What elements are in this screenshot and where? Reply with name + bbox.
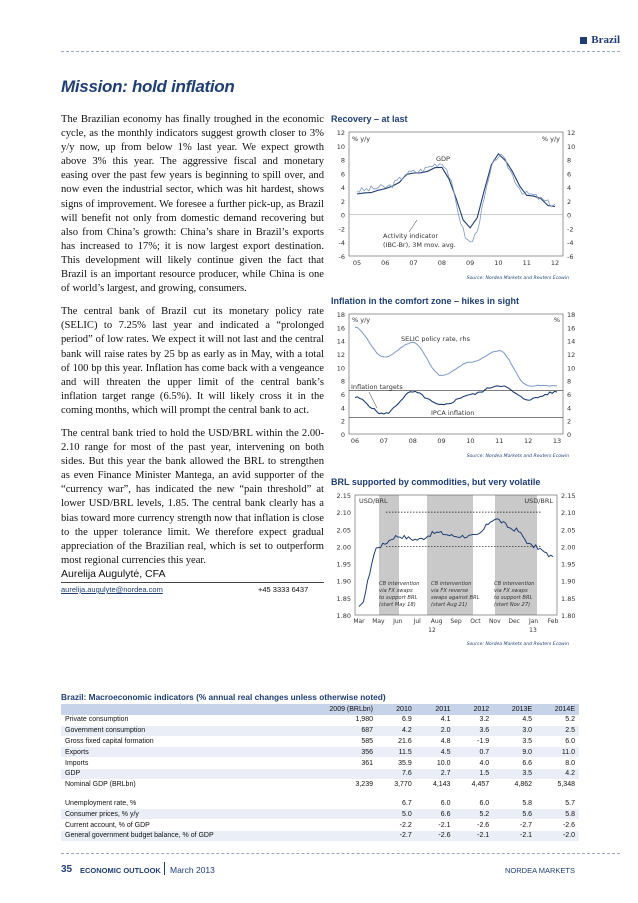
activity-pointer	[409, 220, 417, 232]
table-row	[61, 768, 579, 779]
table-cell: -2.2	[377, 820, 416, 831]
table-cell: 11.0	[536, 747, 579, 758]
x-tick-label: 07	[379, 437, 388, 445]
table-cell: 10.0	[416, 758, 455, 769]
table-spacer-cell	[61, 790, 579, 798]
y-tick-label-right: 1.85	[561, 594, 576, 603]
table-cell: -2.6	[454, 820, 493, 831]
x-tick-label: Aug	[430, 618, 443, 625]
y-tick-label-left: 6	[340, 391, 345, 399]
table-cell: 5,348	[536, 779, 579, 790]
table-cell: -2.6	[416, 830, 455, 841]
y-tick-label-right: 1.90	[561, 577, 576, 586]
intervention-note: (start Nov 27)	[494, 602, 531, 608]
y-tick-label-right: 14	[567, 337, 576, 346]
table-cell: 687	[299, 725, 377, 736]
x-tick-label: Dec	[508, 618, 521, 625]
table-row	[61, 758, 579, 769]
page-title: Mission: hold inflation	[61, 77, 235, 96]
table-cell: 1,980	[299, 715, 377, 725]
x-tick-label: 08	[408, 437, 417, 445]
targets-pointer	[369, 392, 377, 408]
table-header-cell: 2014E	[536, 704, 579, 715]
source-note: Source: Nordea Markets and Reuters Ecowin	[466, 276, 569, 281]
y-tick-label-left: 18	[336, 311, 345, 319]
table-cell: 4,862	[493, 779, 536, 790]
table-cell: -2.1	[493, 830, 536, 841]
chart-title-inflation: Inflation in the comfort zone – hikes in sight	[331, 296, 520, 306]
y-tick-label-left: 8	[340, 156, 345, 165]
y-tick-label-left: 12	[336, 351, 345, 359]
table-cell: -2.1	[454, 830, 493, 841]
paragraph: The central bank of Brazil cut its monetary policy rate (SELIC) to 7.25% last year and indicated a “prolonged period” of low rates. We expect it will not last and the central bank will raise rates by 25 bp as early as in May, with a total of 100 bp this year. Inflation has come back with a vengeance and will threaten the upper limit of the central bank’s inflation target range (6.5%). It will likely cross it in the coming months, which will prompt the central bank to act.	[61, 306, 324, 416]
intervention-note: to support BRL	[494, 595, 533, 601]
table-cell	[299, 768, 377, 779]
y-tick-label-right: 16	[567, 324, 576, 333]
table-cell: 21.6	[377, 736, 416, 747]
y-tick-label-left: 2.10	[336, 509, 351, 518]
table-cell: -2.0	[536, 830, 579, 841]
table-cell: 3.5	[493, 768, 536, 779]
y-tick-label-right: 8	[567, 377, 572, 386]
table-row	[61, 798, 579, 809]
intervention-note: CB intervention	[379, 581, 420, 587]
x-tick-label: 11	[522, 259, 531, 267]
y-tick-label-left: -4	[338, 239, 345, 248]
source-note: Source: Nordea Markets and Reuters Ecowin	[466, 642, 569, 647]
table-cell: 6.7	[377, 798, 416, 809]
table-cell: 3.6	[454, 725, 493, 736]
table-cell: GDP	[61, 768, 299, 779]
y-tick-label-left: 4	[340, 184, 345, 193]
table-cell: 356	[299, 747, 377, 758]
y-tick-label-right: 4	[567, 404, 572, 413]
x-tick-label: 10	[494, 259, 503, 267]
y-tick-label-left: -2	[338, 225, 345, 234]
table-spacer-row	[61, 790, 579, 798]
table-cell: Consumer prices, % y/y	[61, 809, 299, 820]
table-row	[61, 830, 579, 841]
y-tick-label-right: 2.05	[561, 526, 576, 535]
y-tick-label-right: 6	[567, 170, 572, 179]
intervention-note: via FX reverse	[431, 588, 469, 594]
table-cell: 5.0	[377, 809, 416, 820]
right-unit: %	[553, 316, 560, 324]
table-cell: -1.9	[454, 736, 493, 747]
table-cell: 4.2	[536, 768, 579, 779]
chart-title-brl: BRL supported by commodities, but very volatile	[331, 477, 541, 487]
table-cell: 3,770	[377, 779, 416, 790]
section-label	[580, 34, 620, 46]
macro-table	[61, 704, 579, 842]
body-text	[61, 113, 324, 577]
x-tick-label: Jun	[393, 618, 403, 625]
table-cell: Gross fixed capital formation	[61, 736, 299, 747]
table-cell: 35.9	[377, 758, 416, 769]
targets-label: Inflation targets	[351, 383, 403, 391]
table-cell: 5.6	[493, 809, 536, 820]
table-cell: 3.0	[493, 725, 536, 736]
y-tick-label-left: 4	[340, 404, 345, 413]
y-tick-label-right: -4	[567, 239, 574, 248]
paragraph: The Brazilian economy has finally troughed in the economic cycle, as the monthly indicators suggest growth closer to 3% y/y now, up from below 1% last year. We expect growth above 3% this year. The aggressive fiscal and monetary easing over the past few years is beginning to spill over, and now even the industrial sector, which was hit hardest, shows signs of improvement. We foresee a further pick-up, as Brazil will benefit not only from domestic demand recovering but also from China’s growth: China’s share in Brazil’s exports has increased to 17%; it is now largest export destination. This development will likely continue given the fact that Brazil is an important resource producer, while China is one of world’s largest, and growing, consumers.	[61, 114, 324, 295]
table-cell: 4,143	[416, 779, 455, 790]
author-phone: +45 3333 6437	[258, 585, 309, 594]
y-tick-label-right: 10	[567, 364, 576, 373]
table-cell: 3,239	[299, 779, 377, 790]
x-tick-label: Nov	[488, 618, 501, 625]
left-unit: % y/y	[352, 316, 371, 324]
table-cell: Current account, % of GDP	[61, 820, 299, 831]
table-cell: General government budget balance, % of GDP	[61, 830, 299, 841]
y-tick-label-right: 0	[567, 431, 572, 439]
x-tick-label: Oct	[470, 618, 481, 625]
table-row	[61, 779, 579, 790]
table-cell: 3.5	[493, 736, 536, 747]
x-tick-label: 06	[381, 259, 390, 267]
table-cell: 2.5	[536, 725, 579, 736]
x-tick-label: 12	[524, 437, 533, 445]
y-tick-label-right: 12	[567, 129, 576, 137]
right-unit: % y/y	[541, 135, 560, 143]
y-tick-label-right: -6	[567, 253, 574, 261]
table-cell: -2.7	[493, 820, 536, 831]
table-body	[61, 715, 579, 841]
brl-chart	[331, 487, 583, 649]
y-tick-label-left: 0	[340, 431, 345, 439]
x-tick-label: Mar	[353, 618, 365, 625]
activity-label: (IBC-Br), 3M mov. avg.	[383, 241, 456, 249]
y-tick-label-right: 8	[567, 156, 572, 165]
x-tick-label: Feb	[547, 618, 559, 625]
y-tick-label-right: 4	[567, 184, 572, 193]
table-cell: 6.6	[416, 809, 455, 820]
intervention-note: via FX swaps	[494, 588, 528, 594]
intervention-note: swaps against BRL	[431, 595, 480, 601]
table-cell	[299, 798, 377, 809]
x-tick-label: Sep	[450, 618, 462, 625]
table-cell	[299, 820, 377, 831]
table-cell: 5.2	[454, 809, 493, 820]
x-tick-label: 08	[437, 259, 446, 267]
y-tick-label-right: 0	[567, 211, 572, 220]
brand-name: NORDEA MARKETS	[504, 866, 575, 875]
y-tick-label-left: 14	[336, 337, 345, 346]
table-cell: Nominal GDP (BRLbn)	[61, 779, 299, 790]
paragraph: The central bank tried to hold the USD/BRL within the 2.00-2.10 range for most of the past year, intervening on both sides. But this year the bank allowed the BRL to strengthen as even Finance Minister Mantega, an avid supporter of the “currency war”, has indicated the new “pain threshold” at lower USD/BRL levels, 1.85. The central bank clearly has a bias toward more currency strength now that inflation is close to the upper tolerance limit. We therefore expect gradual appreciation of the Brazilian real, which is set to outperform most regional currencies this year.	[61, 427, 324, 566]
table-row	[61, 820, 579, 831]
table-cell: 4,457	[454, 779, 493, 790]
y-tick-label-right: 2.10	[561, 509, 576, 518]
selic-label: SELIC policy rate, rhs	[401, 335, 470, 343]
y-tick-label-left: 12	[336, 129, 345, 137]
table-row	[61, 725, 579, 736]
y-tick-label-left: 2	[340, 197, 345, 206]
intervention-note: to support BRL	[379, 595, 418, 601]
y-tick-label-right: 2	[567, 417, 572, 426]
table-cell: 5.8	[493, 798, 536, 809]
ipca-label: IPCA inflation	[431, 409, 475, 417]
table-header-cell: 2013E	[493, 704, 536, 715]
x-tick-label: 10	[466, 437, 475, 445]
y-tick-label-right: 18	[567, 311, 576, 319]
table-cell: -2.7	[377, 830, 416, 841]
table-cell: 6.0	[416, 798, 455, 809]
footer-separator	[164, 862, 165, 875]
x-tick-label: 07	[409, 259, 418, 267]
y-tick-label-right: 1.80	[561, 612, 576, 620]
table-cell: 6.0	[454, 798, 493, 809]
y-tick-label-right: 2.15	[561, 492, 576, 500]
table-title: Brazil: Macroeconomic indicators (% annual real changes unless otherwise noted)	[61, 692, 386, 702]
intervention-note: (start May 18)	[379, 602, 416, 608]
table-header-cell: 2010	[377, 704, 416, 715]
y-tick-label-right: 1.95	[561, 560, 576, 569]
table-cell: 2.0	[416, 725, 455, 736]
table-cell: 4.2	[377, 725, 416, 736]
table-cell: 9.0	[493, 747, 536, 758]
y-tick-label-left: 1.95	[336, 560, 351, 569]
year-label: 13	[529, 627, 537, 634]
table-header-cell: 2011	[416, 704, 455, 715]
table-header-cell: 2012	[454, 704, 493, 715]
y-tick-label-left: 2.00	[336, 543, 351, 552]
right-unit: USD/BRL	[524, 497, 553, 505]
table-cell: 4.5	[416, 747, 455, 758]
y-tick-label-left: 2.15	[336, 492, 351, 500]
table-cell: 5.8	[536, 809, 579, 820]
table-cell: 7.6	[377, 768, 416, 779]
y-tick-label-right: 2	[567, 197, 572, 206]
author-email[interactable]: aurelija.augulyte@nordea.com	[61, 585, 163, 594]
section-square-icon	[580, 37, 587, 44]
x-tick-label: Jan	[528, 618, 539, 625]
x-tick-label: 09	[437, 437, 446, 445]
table-cell: 4.1	[416, 715, 455, 725]
table-header-cell: 2009 (BRLbn)	[299, 704, 377, 715]
y-tick-label-left: 16	[336, 324, 345, 333]
table-cell: 6.6	[493, 758, 536, 769]
table-cell: Government consumption	[61, 725, 299, 736]
table-cell	[299, 809, 377, 820]
publication-date: March 2013	[170, 865, 215, 875]
x-tick-label: 06	[350, 437, 360, 445]
y-tick-label-left: 1.85	[336, 594, 351, 603]
table-cell: 4.0	[454, 758, 493, 769]
y-tick-label-left: 0	[340, 211, 345, 220]
y-tick-label-left: 10	[336, 142, 345, 151]
table-cell: 4.8	[416, 736, 455, 747]
page-number: 35	[61, 864, 73, 875]
y-tick-label-left: 8	[340, 377, 345, 386]
table-cell: Imports	[61, 758, 299, 769]
table-cell: 585	[299, 736, 377, 747]
macro-table-section	[61, 692, 579, 842]
table-cell: 0.7	[454, 747, 493, 758]
table-cell: Unemployment rate, %	[61, 798, 299, 809]
x-tick-label: 09	[466, 259, 475, 267]
intervention-note: via FX swaps	[379, 588, 413, 594]
y-tick-label-right: 6	[567, 391, 572, 399]
table-cell: 8.0	[536, 758, 579, 769]
table-row	[61, 809, 579, 820]
y-tick-label-right: 12	[567, 351, 576, 359]
y-tick-label-left: 1.80	[336, 612, 351, 620]
x-tick-label: May	[372, 618, 385, 625]
table-header-cell	[61, 704, 299, 715]
table-cell: Private consumption	[61, 715, 299, 725]
publication-name: ECONOMIC OUTLOOK	[80, 866, 161, 875]
intervention-note: CB intervention	[494, 581, 535, 587]
table-cell: 4.5	[493, 715, 536, 725]
x-tick-label: Jul	[413, 618, 421, 625]
intervention-note: (start Aug 21)	[431, 602, 468, 608]
y-tick-label-right: -2	[567, 225, 574, 234]
table-cell	[299, 830, 377, 841]
x-tick-label: 05	[352, 259, 362, 267]
gdp-line	[357, 154, 555, 228]
author-name: Aurelija Augulytė, CFA	[61, 568, 166, 580]
table-cell: Exports	[61, 747, 299, 758]
table-cell: 11.5	[377, 747, 416, 758]
x-tick-label: 11	[495, 437, 504, 445]
table-cell: 6.0	[536, 736, 579, 747]
footer-rule	[61, 853, 620, 854]
table-header-row	[61, 704, 579, 715]
table-cell: 6.9	[377, 715, 416, 725]
section-name: Brazil	[591, 34, 620, 46]
left-unit: USD/BRL	[359, 497, 388, 505]
recovery-chart	[331, 124, 583, 284]
intervention-note: CB intervention	[431, 581, 472, 587]
y-tick-label-left: 10	[336, 364, 345, 373]
table-cell: -2.6	[536, 820, 579, 831]
left-unit: % y/y	[352, 135, 371, 143]
y-tick-label-right: 2.00	[561, 543, 576, 552]
table-cell: 3.2	[454, 715, 493, 725]
y-tick-label-right: 10	[567, 142, 576, 151]
y-tick-label-left: -6	[338, 253, 345, 261]
activity-label: Activity indicator	[383, 232, 438, 240]
table-cell: 2.7	[416, 768, 455, 779]
table-row	[61, 715, 579, 725]
table-cell: -2.1	[416, 820, 455, 831]
y-tick-label-left: 6	[340, 170, 345, 179]
table-cell: 5.7	[536, 798, 579, 809]
table-cell: 5.2	[536, 715, 579, 725]
x-tick-label: 13	[552, 437, 562, 445]
year-label: 12	[428, 627, 436, 634]
top-rule	[61, 51, 620, 52]
table-cell: 361	[299, 758, 377, 769]
table-cell: 1.5	[454, 768, 493, 779]
y-tick-label-left: 2	[340, 417, 345, 426]
y-tick-label-left: 2.05	[336, 526, 351, 535]
inflation-chart	[331, 306, 583, 461]
chart-title-recovery: Recovery – at last	[331, 114, 408, 124]
x-tick-label: 12	[550, 259, 560, 267]
author-rule	[61, 582, 324, 583]
table-row	[61, 736, 579, 747]
table-row	[61, 747, 579, 758]
gdp-label: GDP	[436, 155, 450, 163]
y-tick-label-left: 1.90	[336, 577, 351, 586]
source-note: Source: Nordea Markets and Reuters Ecowin	[466, 454, 569, 459]
